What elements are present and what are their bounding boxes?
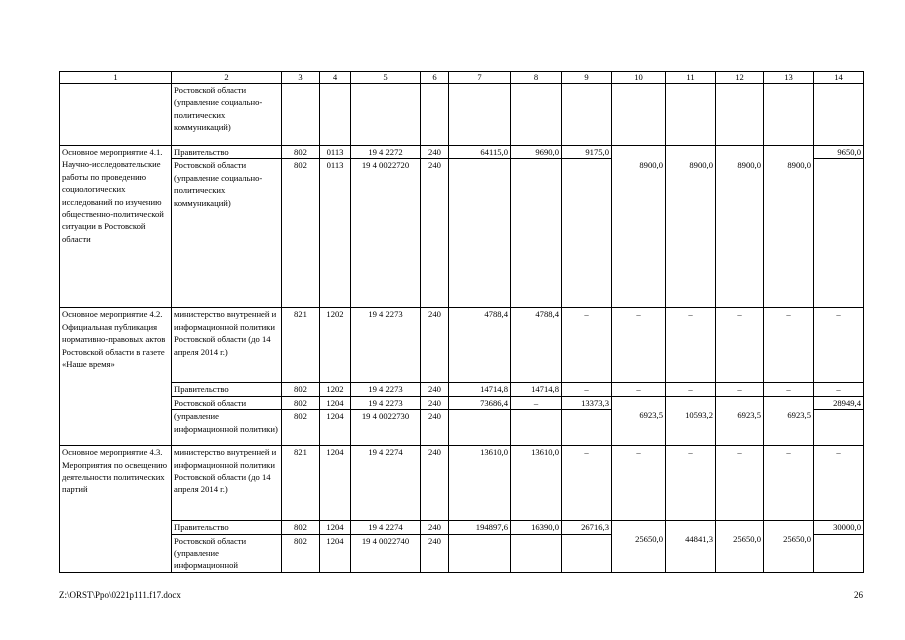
header-cell: 12	[716, 72, 764, 84]
code-cell: 19 4 2273	[351, 383, 421, 396]
table-row	[60, 396, 864, 409]
code-cell: 1204	[320, 446, 351, 521]
executor-cell: Ростовской области (управление социально-политических коммуникаций)	[172, 84, 282, 146]
code-cell: 240	[421, 396, 449, 409]
value-cell: 9690,0	[511, 146, 562, 159]
code-cell: 19 4 2272	[351, 146, 421, 159]
code-cell: 240	[421, 159, 449, 308]
header-cell: 14	[814, 72, 864, 84]
header-row	[60, 72, 864, 84]
value-cell: 14714,8	[511, 383, 562, 396]
budget-table	[59, 71, 864, 573]
activity-title: Основное мероприятие 4.2. Официальная публикация нормативно-правовых актов Ростовской области в газете «Наше время»	[60, 308, 172, 446]
executor-cell: Правительство	[172, 521, 282, 534]
header-cell: 1	[60, 72, 172, 84]
code-cell: 802	[282, 521, 320, 534]
value-cell: 25650,0	[764, 521, 814, 573]
value-cell: 25650,0	[612, 521, 666, 573]
value-cell: 14714,8	[449, 383, 511, 396]
header-cell: 11	[666, 72, 716, 84]
value-cell: 13610,0	[449, 446, 511, 521]
value-cell: 44841,3	[666, 521, 716, 573]
code-cell: 240	[421, 446, 449, 521]
code-cell: 19 4 0022730	[351, 410, 421, 446]
code-cell: 19 4 2274	[351, 446, 421, 521]
code-cell: 240	[421, 410, 449, 446]
value-cell: 10593,2	[666, 396, 716, 445]
value-cell: –	[716, 446, 764, 521]
value-cell: –	[612, 308, 666, 383]
code-cell: 240	[421, 383, 449, 396]
value-cell: –	[562, 308, 612, 383]
executor-cell: (управление информационной политики)	[172, 410, 282, 446]
value-cell: –	[612, 446, 666, 521]
code-cell: 802	[282, 410, 320, 446]
executor-cell: Ростовской области (управление социально-политических коммуникаций)	[172, 159, 282, 308]
value-cell: –	[716, 383, 764, 396]
value-cell: 6923,5	[716, 396, 764, 445]
code-cell: 19 4 2273	[351, 396, 421, 409]
value-cell: –	[814, 308, 864, 383]
value-cell: 6923,5	[764, 396, 814, 445]
code-cell: 240	[421, 534, 449, 572]
value-cell: 8900,0	[666, 146, 716, 308]
executor-cell: Ростовской области	[172, 396, 282, 409]
executor-cell: министерство внутренней и информационной политики Ростовской области (до 14 апреля 2014 г.)	[172, 446, 282, 521]
table-row	[60, 383, 864, 396]
value-cell: 28949,4	[814, 396, 864, 409]
value-cell: –	[562, 383, 612, 396]
code-cell: 802	[282, 146, 320, 159]
value-cell: 8900,0	[716, 146, 764, 308]
value-cell: –	[612, 383, 666, 396]
header-cell: 4	[320, 72, 351, 84]
value-cell: 30000,0	[814, 521, 864, 534]
header-cell: 2	[172, 72, 282, 84]
header-cell: 7	[449, 72, 511, 84]
value-cell: 194897,6	[449, 521, 511, 534]
code-cell: 1202	[320, 383, 351, 396]
value-cell: 13610,0	[511, 446, 562, 521]
code-cell: 19 4 2273	[351, 308, 421, 383]
value-cell: –	[764, 446, 814, 521]
code-cell: 1202	[320, 308, 351, 383]
executor-cell: Правительство	[172, 146, 282, 159]
value-cell: 9175,0	[562, 146, 612, 159]
value-cell: –	[511, 396, 562, 409]
value-cell: –	[764, 308, 814, 383]
table-row	[60, 146, 864, 159]
value-cell: 64115,0	[449, 146, 511, 159]
page-number: 26	[854, 590, 863, 600]
value-cell: –	[562, 446, 612, 521]
executor-cell: Правительство	[172, 383, 282, 396]
value-cell: 6923,5	[612, 396, 666, 445]
header-cell: 5	[351, 72, 421, 84]
value-cell: 4788,4	[449, 308, 511, 383]
table-row	[60, 446, 864, 521]
value-cell: –	[716, 308, 764, 383]
activity-title: Основное мероприятие 4.3. Мероприятия по освещению деятельности политических партий	[60, 446, 172, 573]
code-cell: 1204	[320, 396, 351, 409]
code-cell: 802	[282, 383, 320, 396]
header-cell: 3	[282, 72, 320, 84]
code-cell: 802	[282, 396, 320, 409]
code-cell: 1204	[320, 534, 351, 572]
header-cell: 6	[421, 72, 449, 84]
header-cell: 9	[562, 72, 612, 84]
table-cell	[60, 84, 172, 146]
code-cell: 802	[282, 534, 320, 572]
table-row	[60, 84, 864, 146]
code-cell: 19 4 2274	[351, 521, 421, 534]
activity-title: Основное мероприятие 4.1. Научно-исследовательские работы по проведению социологических исследований по изучению общественно-политической ситуации в Ростовской области	[60, 146, 172, 308]
value-cell: –	[764, 383, 814, 396]
code-cell: 821	[282, 308, 320, 383]
code-cell: 19 4 0022740	[351, 534, 421, 572]
code-cell: 240	[421, 521, 449, 534]
value-cell: 25650,0	[716, 521, 764, 573]
value-cell: 26716,3	[562, 521, 612, 534]
file-path: Z:\ORST\Ppo\0221p111.f17.docx	[59, 590, 181, 600]
code-cell: 1204	[320, 410, 351, 446]
value-cell: –	[666, 446, 716, 521]
code-cell: 1204	[320, 521, 351, 534]
table-row	[60, 521, 864, 534]
executor-cell: Ростовской области (управление информационной	[172, 534, 282, 572]
executor-cell: министерство внутренней и информационной политики Ростовской области (до 14 апреля 2014 г.)	[172, 308, 282, 383]
value-cell: –	[814, 383, 864, 396]
value-cell: 9650,0	[814, 146, 864, 159]
value-cell: 73686,4	[449, 396, 511, 409]
value-cell: 13373,3	[562, 396, 612, 409]
code-cell: 0113	[320, 146, 351, 159]
value-cell: 8900,0	[764, 146, 814, 308]
header-cell: 8	[511, 72, 562, 84]
code-cell: 0113	[320, 159, 351, 308]
code-cell: 821	[282, 446, 320, 521]
table-row	[60, 308, 864, 383]
header-cell: 10	[612, 72, 666, 84]
value-cell: 8900,0	[612, 146, 666, 308]
value-cell: –	[666, 383, 716, 396]
value-cell: –	[666, 308, 716, 383]
code-cell: 240	[421, 308, 449, 383]
value-cell: –	[814, 446, 864, 521]
page-footer	[59, 590, 863, 600]
value-cell: 16390,0	[511, 521, 562, 534]
code-cell: 19 4 0022720	[351, 159, 421, 308]
code-cell: 240	[421, 146, 449, 159]
value-cell: 4788,4	[511, 308, 562, 383]
code-cell: 802	[282, 159, 320, 308]
header-cell: 13	[764, 72, 814, 84]
